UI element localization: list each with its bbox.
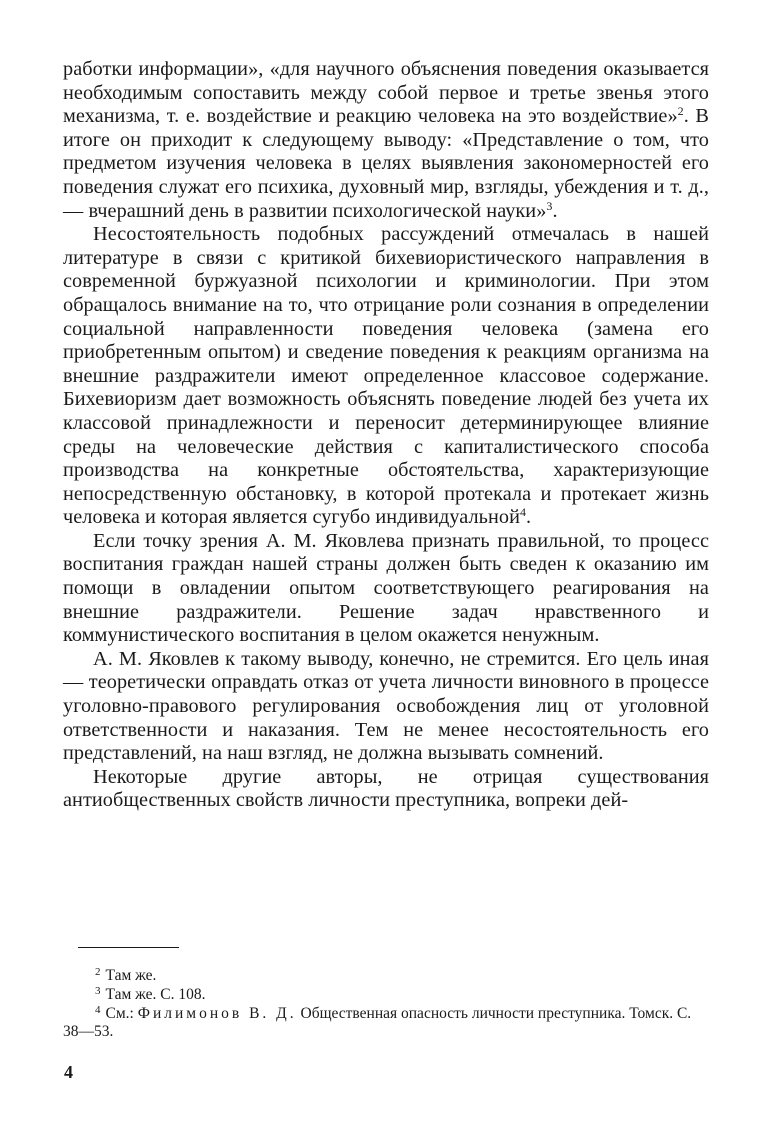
footnote-mark: 2 [95,966,101,978]
footnote-divider [78,947,179,948]
footnote-2: $^2$ Там же. [95,966,157,984]
footnote-ref-2: 2 [677,104,684,119]
footnote-author: Филимонов В. Д. [137,1004,297,1022]
footnotes [63,967,709,1042]
paragraph-1: работки информации», «для научного объяснения поведения оказывается необходимым сопоставить между собой первое и третье звенья этого механизма, т. е. воздействие и реакцию человека на это воздействие»$^2$. В итоге он приходит к следующему выводу: «Представление о том, что предметом изучения человека в целях выявления закономерностей его поведения служат его психика, духовный мир, взгляды, убеждения и т. д.,— вчерашний день в развитии психологической науки»$^3$. [63,58,709,222]
page-number: 4 [64,1062,73,1082]
footnote-ref-4: 4 [519,505,527,520]
footnote-4: $^4$ См.: Филимонов В. Д. Общественная опасность личности преступника. Томск. С. 38—53. [63,1003,692,1041]
footnote-mark: 3 [95,984,101,997]
paragraph-4: А. М. Яковлев к такому выводу, конечно, не стремится. Его цель иная — теоретически оправдать отказ от учета личности виновного в процессе уголовно-правового регулирования освобождения лиц от уголовной ответственности и наказания. Тем не менее несостоятельность его представлений, на наш взгляд, не должна вызывать сомнений. [63,647,709,765]
footnote-ref-3: 3 [546,198,553,213]
footnote-3: $^3$ Там же. С. 108. [95,984,206,1003]
paragraph-3: Если точку зрения А. М. Яковлева признать правильной, то процесс воспитания граждан нашей страны должен быть сведен к оказанию им помощи в овладении опытом соответствующего реагирования на внешние раздражители. Решение задач нравственного и коммунистического воспитания в целом окажется ненужным. [63,529,709,647]
paragraph-5: Некоторые другие авторы, не отрицая существования антиобщественных свойств личности преступника, вопреки дей- [63,765,709,812]
footnote-mark: 4 [95,1003,101,1016]
main-text [63,58,709,813]
paragraph-2: Несостоятельность подобных рассуждений отмечалась в нашей литературе в связи с критикой бихевиористического направления в современной буржуазной психологии и криминологии. При этом обращалось внимание на то, что отрицание роли сознания в определении социальной направленности поведения человека (замена его приобретенным опытом) и сведение поведения к реакциям организма на внешние раздражители имеют определенное классовое содержание. Бихевиоризм дает возможность объяснять поведение людей без учета их классовой принадлежности и переносит детерминирующее влияние среды на человеческие действия с капиталистического способа производства на конкретные обстоятельства, характеризующие непосредственную обстановку, в которой протекала и протекает жизнь человека и которая является сугубо индивидуальной$^4$. [63,223,709,529]
